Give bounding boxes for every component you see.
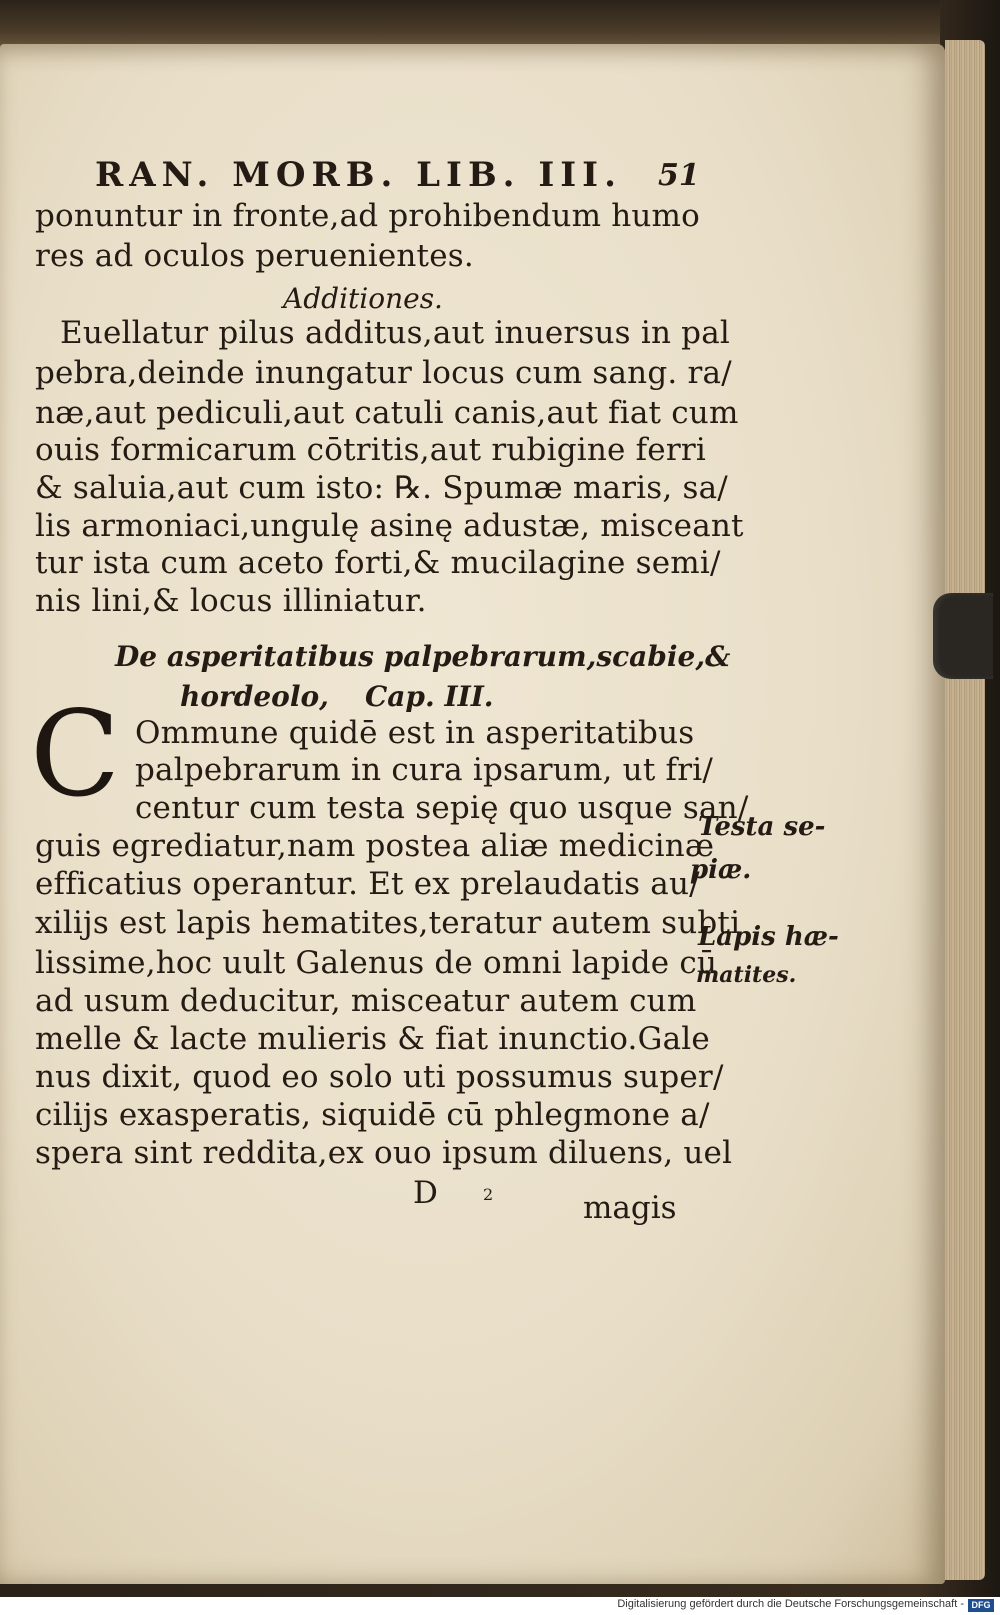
margin-note: Testa se-: [698, 812, 826, 842]
text-line: Euellatur pilus additus,aut inuersus in pal: [60, 315, 730, 351]
text-line: melle & lacte mulieris & fiat inunctio.Gale: [35, 1021, 710, 1057]
book-clasp: [933, 593, 993, 679]
text-line: efficatius operantur. Et ex prelaudatis au/: [35, 866, 700, 902]
text-line: palpebrarum in cura ipsarum, ut fri/: [135, 752, 713, 788]
text-line: pebra,deinde inungatur locus cum sang. ra/: [35, 355, 732, 391]
text-line: tur ista cum aceto forti,& mucilagine semi/: [35, 545, 721, 581]
text-line: Ommune quidē est in asperitatibus: [135, 715, 695, 751]
text-line: centur cum testa sepię quo usque san/: [135, 790, 749, 826]
margin-note: matites.: [696, 962, 797, 988]
text-line: & saluia,aut cum isto: ℞. Spumæ maris, sa/: [35, 470, 728, 506]
book-page-edges: [945, 40, 985, 1580]
running-head: RAN. MORB. LIB. III.: [95, 155, 622, 195]
signature-number: 2: [483, 1185, 494, 1204]
text-line: nus dixit, quod eo solo uti possumus super/: [35, 1059, 724, 1095]
text-line: næ,aut pediculi,aut catuli canis,aut fiat cum: [35, 395, 739, 431]
section-heading: Additiones.: [283, 282, 443, 315]
text-line: lissime,hoc uult Galenus de omni lapide cū: [35, 945, 718, 981]
text-line: xilijs est lapis hematites,teratur autem subti: [35, 905, 741, 941]
signature-mark: D: [413, 1175, 438, 1211]
text-line: nis lini,& locus illiniatur.: [35, 583, 427, 619]
chapter-title: De asperitatibus palpebrarum,scabie,&: [115, 640, 731, 673]
text-line: ponuntur in fronte,ad prohibendum humo: [35, 198, 701, 234]
text-line: lis armoniaci,ungulę asinę adustæ, misceant: [35, 508, 744, 544]
text-line: ouis formicarum cōtritis,aut rubigine ferri: [35, 432, 706, 468]
chapter-title-continued: hordeolo,: [180, 680, 329, 713]
chapter-number: Cap. III.: [365, 680, 494, 713]
text-line: res ad oculos peruenientes.: [35, 238, 474, 274]
funding-notice: Digitalisierung gefördert durch die Deutsche Forschungsgemeinschaft -: [617, 1598, 964, 1610]
text-line: ad usum deducitur, misceatur autem cum: [35, 983, 697, 1019]
page-number: 51: [658, 158, 700, 193]
text-line: cilijs exasperatis, siquidē cū phlegmone a/: [35, 1097, 710, 1133]
margin-note: Lapis hæ-: [698, 922, 839, 952]
drop-capital: C: [30, 685, 121, 823]
margin-note: piæ.: [690, 855, 752, 885]
catchword: magis: [583, 1190, 677, 1226]
dfg-logo-icon: DFG: [968, 1599, 994, 1612]
text-line: spera sint reddita,ex ouo ipsum diluens, uel: [35, 1135, 733, 1171]
text-line: guis egrediatur,nam postea aliæ medicinæ: [35, 828, 715, 864]
